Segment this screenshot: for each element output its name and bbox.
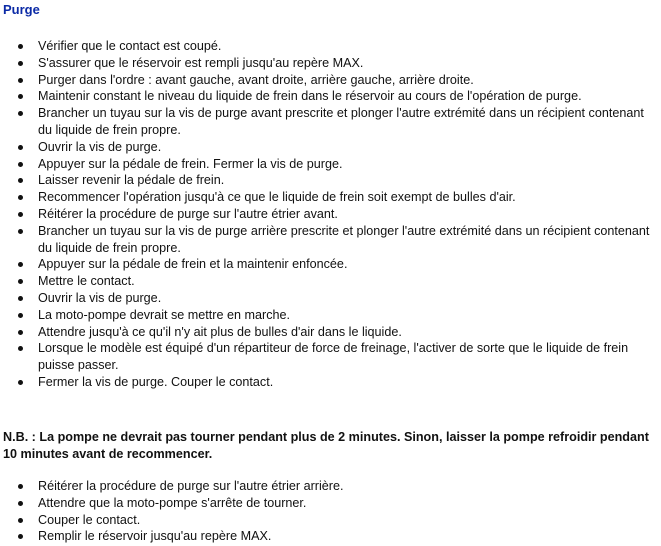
list-item — [0, 105, 661, 139]
bullet-icon — [18, 229, 23, 234]
bullet-icon — [18, 61, 23, 66]
list-item — [0, 307, 661, 324]
procedure-steps-list — [0, 38, 661, 391]
list-item — [0, 495, 661, 512]
list-item-text: Fermer la vis de purge. Couper le contact. — [38, 374, 274, 389]
bullet-icon — [18, 44, 23, 49]
bullet-icon — [18, 195, 23, 200]
bullet-icon — [18, 518, 23, 523]
bullet-icon — [18, 78, 23, 83]
list-item-text: Attendre jusqu'à ce qu'il n'y ait plus de bulles d'air dans le liquide. — [38, 324, 402, 339]
bullet-icon — [18, 111, 23, 116]
bullet-icon — [18, 534, 23, 539]
bullet-icon — [18, 484, 23, 489]
list-item — [0, 189, 661, 206]
list-item — [0, 55, 661, 72]
bullet-icon — [18, 178, 23, 183]
list-item-text: Vérifier que le contact est coupé. — [38, 39, 222, 53]
list-item-text: Purger dans l'ordre : avant gauche, avant droite, arrière gauche, arrière droite. — [38, 72, 474, 87]
list-item-text: Couper le contact. — [38, 512, 141, 527]
bullet-icon — [18, 346, 23, 351]
bullet-icon — [18, 330, 23, 335]
list-item — [0, 88, 661, 105]
list-item-text: S'assurer que le réservoir est rempli jusqu'au repère MAX. — [38, 55, 364, 70]
list-item — [0, 156, 661, 173]
list-item — [0, 374, 661, 391]
bullet-icon — [18, 262, 23, 267]
list-item — [0, 512, 661, 529]
list-item-text: Attendre que la moto-pompe s'arrête de tourner. — [38, 495, 307, 510]
list-item-text: La moto-pompe devrait se mettre en marche. — [38, 307, 290, 322]
list-item-text: Brancher un tuyau sur la vis de purge avant prescrite et plonger l'autre extrémité dans un récipient contenant du liquide de frein propre. — [38, 106, 644, 137]
list-item — [0, 273, 661, 290]
list-item — [0, 256, 661, 273]
list-item — [0, 478, 661, 495]
list-item — [0, 172, 661, 189]
list-item-text: Lorsque le modèle est équipé d'un répartiteur de force de freinage, l'activer de sorte que le liquide de frein puisse passer. — [38, 341, 629, 373]
list-item — [0, 324, 661, 341]
bullet-icon — [18, 313, 23, 318]
list-item-text: Laisser revenir la pédale de frein. — [38, 173, 225, 188]
list-item-text: Remplir le réservoir jusqu'au repère MAX. — [38, 529, 272, 544]
bullet-icon — [18, 296, 23, 301]
bullet-icon — [18, 380, 23, 385]
list-item — [0, 340, 661, 374]
list-item-text: Appuyer sur la pédale de frein. Fermer la vis de purge. — [38, 156, 343, 171]
page-title: Purge — [3, 2, 40, 17]
bullet-icon — [18, 212, 23, 217]
list-item-text: Brancher un tuyau sur la vis de purge arrière prescrite et plonger l'autre extrémité dans un récipient contenant du liquide de frein propre. — [38, 223, 650, 255]
list-item — [0, 223, 661, 257]
list-item — [0, 290, 661, 307]
warning-note: N.B. : La pompe ne devrait pas tourner pendant plus de 2 minutes. Sinon, laisser la pompe refroidir pendant 10 minutes avant de recommencer. — [3, 430, 649, 461]
list-item-text: Réitérer la procédure de purge sur l'autre étrier arrière. — [38, 479, 344, 493]
list-item-text: Ouvrir la vis de purge. — [38, 139, 162, 154]
list-item-text: Appuyer sur la pédale de frein et la maintenir enfoncée. — [38, 257, 348, 272]
bullet-icon — [18, 501, 23, 506]
bullet-icon — [18, 94, 23, 99]
bullet-icon — [18, 162, 23, 167]
list-item — [0, 72, 661, 89]
list-item-text: Mettre le contact. — [38, 274, 135, 289]
list-item — [0, 528, 661, 545]
list-item — [0, 206, 661, 223]
final-steps-list — [0, 478, 661, 545]
list-item — [0, 139, 661, 156]
list-item-text: Recommencer l'opération jusqu'à ce que le liquide de frein soit exempt de bulles d'air. — [38, 190, 516, 205]
list-item-text: Maintenir constant le niveau du liquide de frein dans le réservoir au cours de l'opération de purge. — [38, 89, 582, 104]
bullet-icon — [18, 145, 23, 150]
list-item-text: Ouvrir la vis de purge. — [38, 290, 162, 305]
list-item — [0, 38, 661, 55]
bullet-icon — [18, 279, 23, 284]
list-item-text: Réitérer la procédure de purge sur l'autre étrier avant. — [38, 206, 338, 221]
